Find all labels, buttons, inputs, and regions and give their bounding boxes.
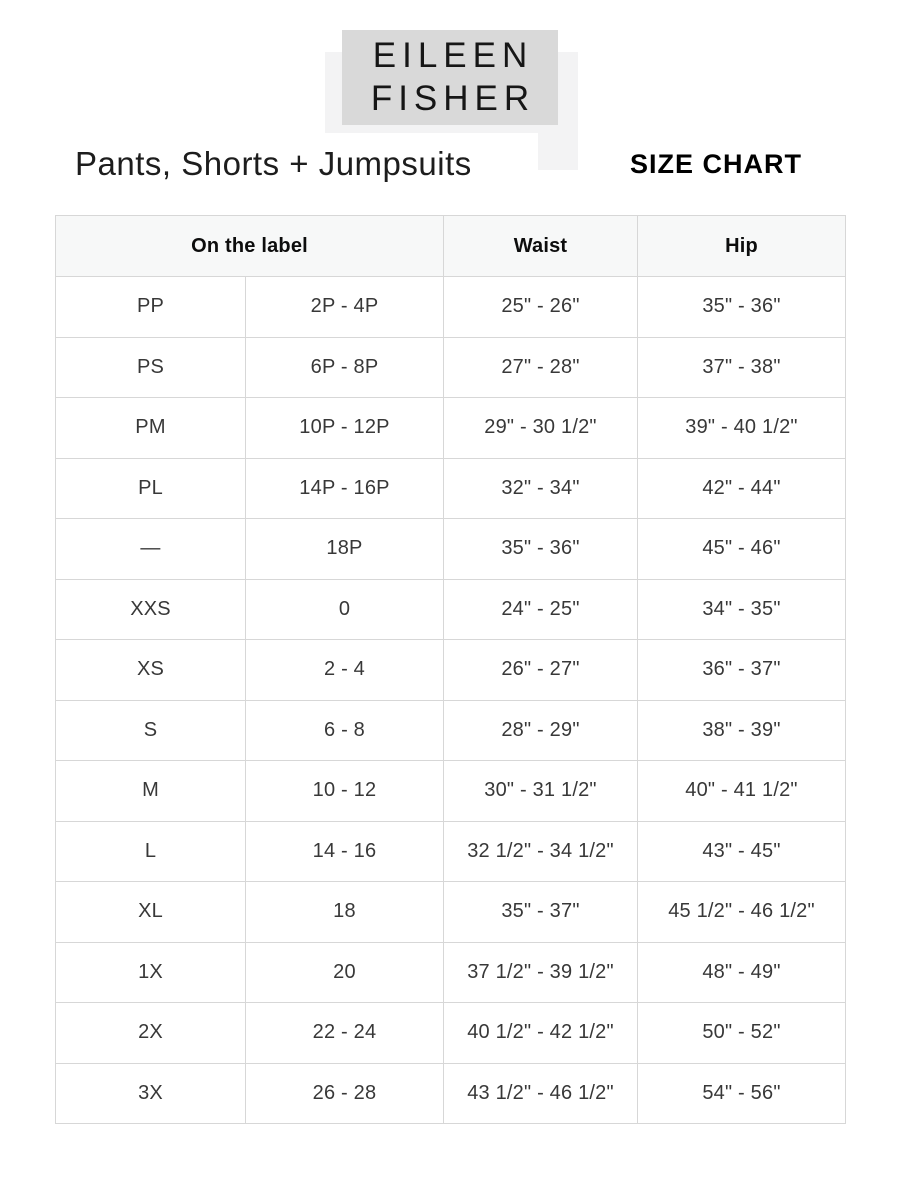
table-row (56, 579, 846, 640)
cell-size-range: 20 (246, 942, 444, 1003)
cell-size-range: 6P - 8P (246, 337, 444, 398)
cell-size-range: 2 - 4 (246, 640, 444, 701)
cell-size-range: 18P (246, 519, 444, 580)
cell-hip: 40" - 41 1/2" (638, 761, 846, 822)
header-row (56, 216, 846, 277)
cell-size-code: XL (56, 882, 246, 943)
cell-size-code: XXS (56, 579, 246, 640)
brand-logo-line-2: FISHER (370, 78, 536, 118)
brand-logo-line-1: EILEEN (372, 35, 534, 75)
cell-hip: 34" - 35" (638, 579, 846, 640)
cell-waist: 32 1/2" - 34 1/2" (444, 821, 638, 882)
table-row (56, 821, 846, 882)
cell-size-code: PS (56, 337, 246, 398)
cell-size-range: 18 (246, 882, 444, 943)
table-row (56, 519, 846, 580)
table-row (56, 337, 846, 398)
cell-waist: 26" - 27" (444, 640, 638, 701)
col-header-on-the-label: On the label (56, 216, 444, 277)
page-title: Pants, Shorts + Jumpsuits (75, 145, 472, 182)
cell-waist: 28" - 29" (444, 700, 638, 761)
cell-waist: 32" - 34" (444, 458, 638, 519)
cell-waist: 30" - 31 1/2" (444, 761, 638, 822)
cell-size-code: PL (56, 458, 246, 519)
cell-size-code: XS (56, 640, 246, 701)
table-row (56, 1003, 846, 1064)
cell-waist: 43 1/2" - 46 1/2" (444, 1063, 638, 1124)
cell-size-code: L (56, 821, 246, 882)
cell-size-range: 6 - 8 (246, 700, 444, 761)
cell-size-range: 26 - 28 (246, 1063, 444, 1124)
table-row (56, 882, 846, 943)
table-row (56, 458, 846, 519)
size-table-header (56, 216, 846, 277)
cell-size-code: 3X (56, 1063, 246, 1124)
cell-waist: 37 1/2" - 39 1/2" (444, 942, 638, 1003)
cell-size-code: PP (56, 277, 246, 338)
brand-logo (342, 30, 558, 125)
cell-waist: 35" - 36" (444, 519, 638, 580)
cell-size-range: 14P - 16P (246, 458, 444, 519)
cell-hip: 48" - 49" (638, 942, 846, 1003)
cell-size-range: 10P - 12P (246, 398, 444, 459)
cell-size-code: PM (56, 398, 246, 459)
cell-size-range: 10 - 12 (246, 761, 444, 822)
cell-size-code: 2X (56, 1003, 246, 1064)
cell-hip: 43" - 45" (638, 821, 846, 882)
table-row (56, 700, 846, 761)
table-row (56, 761, 846, 822)
table-row (56, 277, 846, 338)
table-row (56, 1063, 846, 1124)
size-table (55, 215, 846, 1124)
cell-waist: 24" - 25" (444, 579, 638, 640)
cell-hip: 37" - 38" (638, 337, 846, 398)
table-row (56, 942, 846, 1003)
table-row (56, 398, 846, 459)
cell-waist: 25" - 26" (444, 277, 638, 338)
cell-hip: 54" - 56" (638, 1063, 846, 1124)
cell-size-range: 2P - 4P (246, 277, 444, 338)
size-table-body (56, 277, 846, 1124)
cell-waist: 27" - 28" (444, 337, 638, 398)
cell-hip: 45" - 46" (638, 519, 846, 580)
cell-size-code: M (56, 761, 246, 822)
cell-waist: 35" - 37" (444, 882, 638, 943)
col-header-hip: Hip (638, 216, 846, 277)
cell-waist: 40 1/2" - 42 1/2" (444, 1003, 638, 1064)
cell-hip: 50" - 52" (638, 1003, 846, 1064)
cell-waist: 29" - 30 1/2" (444, 398, 638, 459)
cell-hip: 39" - 40 1/2" (638, 398, 846, 459)
title-bar (0, 133, 538, 200)
cell-size-range: 22 - 24 (246, 1003, 444, 1064)
cell-hip: 35" - 36" (638, 277, 846, 338)
cell-size-range: 0 (246, 579, 444, 640)
cell-size-code: S (56, 700, 246, 761)
col-header-waist: Waist (444, 216, 638, 277)
size-chart-label: SIZE CHART (630, 149, 802, 179)
cell-hip: 36" - 37" (638, 640, 846, 701)
cell-size-range: 14 - 16 (246, 821, 444, 882)
cell-hip: 38" - 39" (638, 700, 846, 761)
cell-hip: 42" - 44" (638, 458, 846, 519)
table-row (56, 640, 846, 701)
cell-size-code: 1X (56, 942, 246, 1003)
cell-hip: 45 1/2" - 46 1/2" (638, 882, 846, 943)
cell-size-code: — (56, 519, 246, 580)
